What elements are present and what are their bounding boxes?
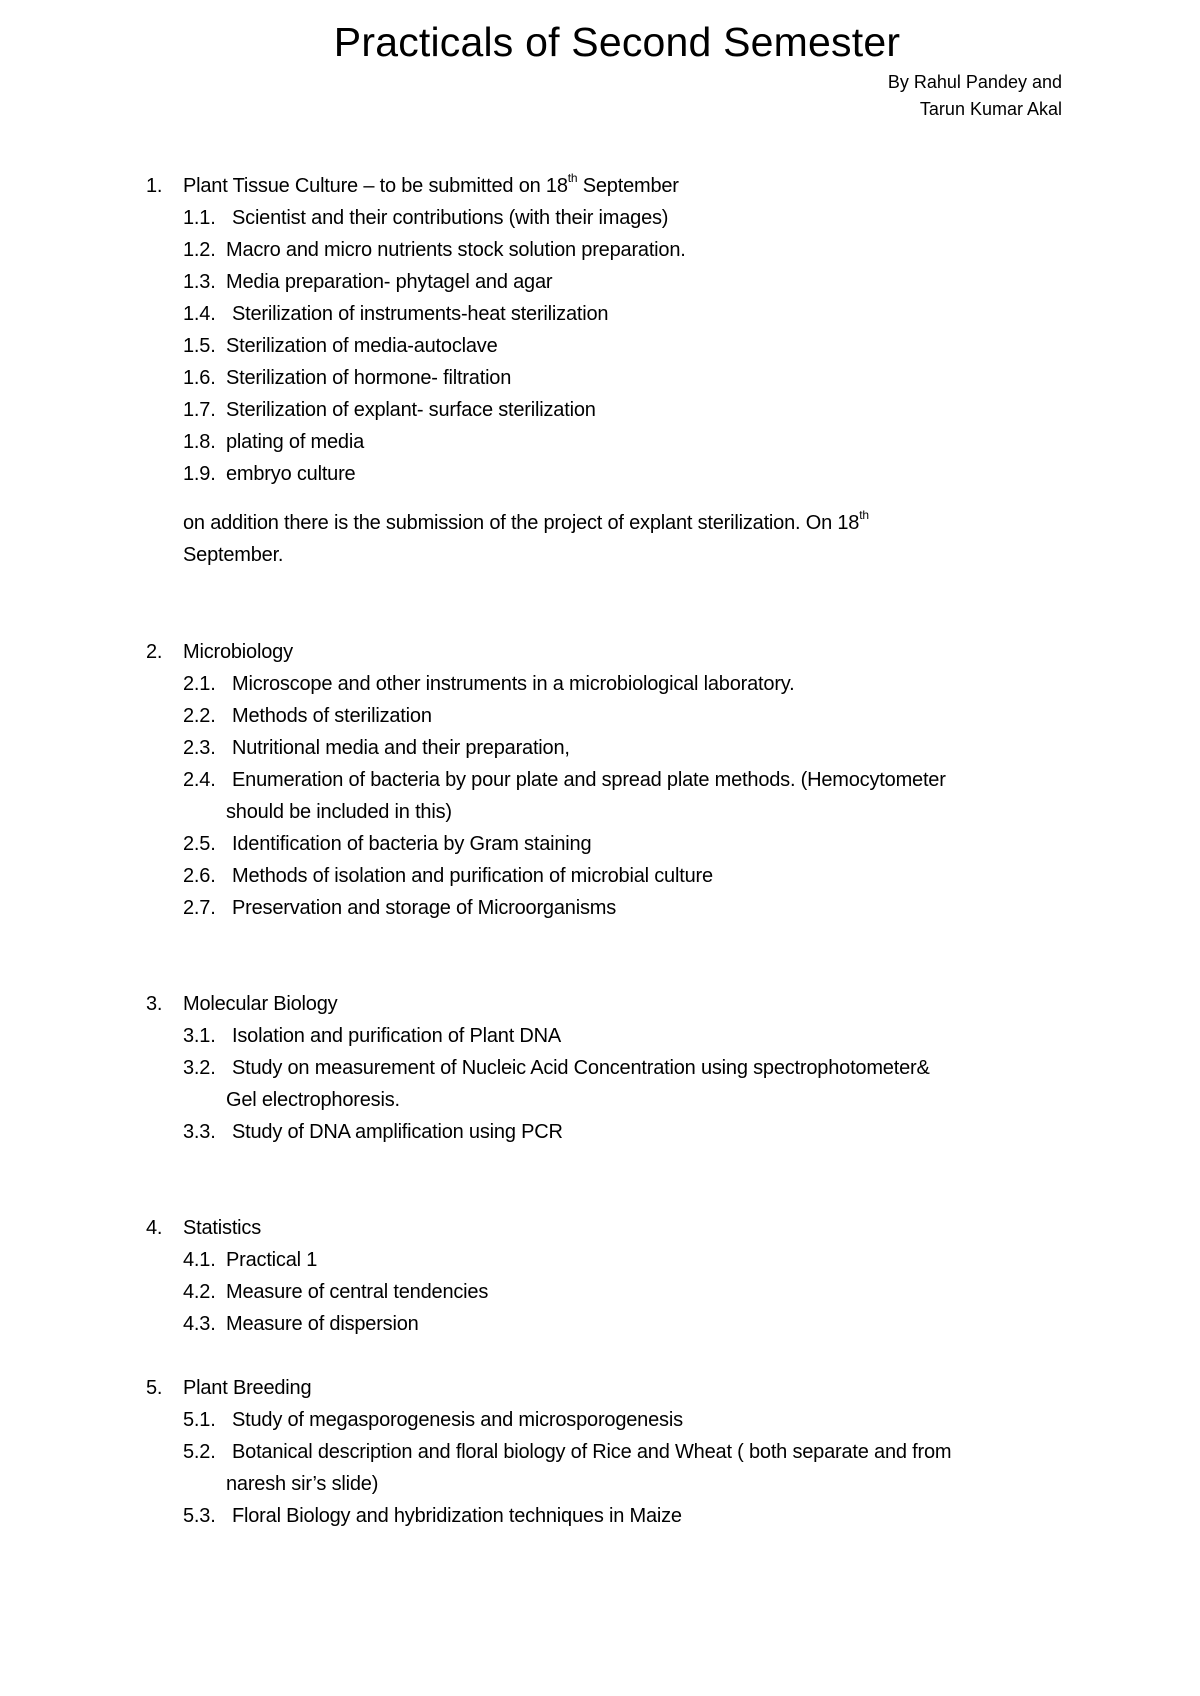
- section-number: 3.: [146, 993, 163, 1015]
- item-text: Methods of isolation and purification of microbial culture: [232, 865, 713, 887]
- item-number: 1.2.: [183, 239, 216, 261]
- item-text: Preservation and storage of Microorganisms: [232, 897, 617, 919]
- section-title: Plant Breeding: [183, 1377, 312, 1399]
- item-text: Study on measurement of Nucleic Acid Concentration using spectrophotometer&: [232, 1057, 930, 1079]
- item-number: 1.8.: [183, 431, 216, 453]
- item-text: Measure of dispersion: [226, 1313, 419, 1335]
- item-text: Sterilization of hormone- filtration: [226, 367, 512, 389]
- item-text: Nutritional media and their preparation,: [232, 737, 570, 759]
- section-title: Microbiology: [183, 641, 293, 663]
- section-number: 5.: [146, 1377, 163, 1399]
- item-number: 2.3.: [183, 737, 216, 759]
- item-number: 3.1.: [183, 1025, 216, 1047]
- item-text: Study of DNA amplification using PCR: [232, 1121, 563, 1143]
- section-title: Plant Tissue Culture – to be submitted on 18th September: [183, 171, 679, 197]
- item-number: 5.2.: [183, 1441, 216, 1463]
- item-text: Enumeration of bacteria by pour plate and spread plate methods. (Hemocytometer: [232, 769, 946, 791]
- item-text: Media preparation- phytagel and agar: [226, 271, 553, 293]
- item-text: plating of media: [226, 431, 365, 453]
- item-text: Isolation and purification of Plant DNA: [232, 1025, 562, 1047]
- item-number: 5.1.: [183, 1409, 216, 1431]
- item-number: 1.3.: [183, 271, 216, 293]
- item-number: 2.2.: [183, 705, 216, 727]
- author-line: By Rahul Pandey and: [887, 72, 1062, 92]
- section-number: 2.: [146, 641, 163, 663]
- item-number: 4.3.: [183, 1313, 216, 1335]
- item-text: Identification of bacteria by Gram staining: [232, 833, 592, 855]
- section-title: Molecular Biology: [183, 993, 338, 1015]
- item-text: Floral Biology and hybridization techniques in Maize: [232, 1505, 682, 1527]
- item-text: Gel electrophoresis.: [226, 1089, 400, 1111]
- item-text: Sterilization of media-autoclave: [226, 335, 498, 357]
- note-text: on addition there is the submission of the project of explant sterilization. On 18th: [183, 508, 869, 534]
- item-text: Microscope and other instruments in a microbiological laboratory.: [232, 673, 795, 695]
- item-text: should be included in this): [226, 801, 452, 823]
- item-number: 3.3.: [183, 1121, 216, 1143]
- item-text: Botanical description and floral biology of Rice and Wheat ( both separate and from: [232, 1441, 952, 1463]
- item-number: 1.7.: [183, 399, 216, 421]
- item-number: 2.7.: [183, 897, 216, 919]
- item-text: Measure of central tendencies: [226, 1281, 489, 1303]
- item-text: naresh sir’s slide): [226, 1473, 379, 1495]
- document-title: Practicals of Second Semester: [333, 19, 901, 65]
- section-number: 1.: [146, 175, 163, 197]
- item-number: 3.2.: [183, 1057, 216, 1079]
- item-text: Sterilization of explant- surface sterilization: [226, 399, 596, 421]
- author-line: Tarun Kumar Akal: [919, 99, 1062, 119]
- item-number: 5.3.: [183, 1505, 216, 1527]
- item-number: 4.2.: [183, 1281, 216, 1303]
- item-number: 1.1.: [183, 207, 216, 229]
- item-number: 1.6.: [183, 367, 216, 389]
- item-text: Practical 1: [226, 1249, 318, 1271]
- item-number: 1.9.: [183, 463, 216, 485]
- item-number: 1.4.: [183, 303, 216, 325]
- item-number: 4.1.: [183, 1249, 216, 1271]
- item-number: 2.4.: [183, 769, 216, 791]
- section-title: Statistics: [183, 1217, 262, 1239]
- item-number: 2.5.: [183, 833, 216, 855]
- item-text: Sterilization of instruments-heat sterilization: [232, 303, 609, 325]
- item-text: Macro and micro nutrients stock solution preparation.: [226, 239, 686, 261]
- item-text: Methods of sterilization: [232, 705, 432, 727]
- item-text: Study of megasporogenesis and microsporogenesis: [232, 1409, 683, 1431]
- section-number: 4.: [146, 1217, 163, 1239]
- item-number: 2.6.: [183, 865, 216, 887]
- item-text: embryo culture: [226, 463, 356, 485]
- note-text: September.: [183, 544, 284, 566]
- item-number: 2.1.: [183, 673, 216, 695]
- item-text: Scientist and their contributions (with their images): [232, 207, 669, 229]
- item-number: 1.5.: [183, 335, 216, 357]
